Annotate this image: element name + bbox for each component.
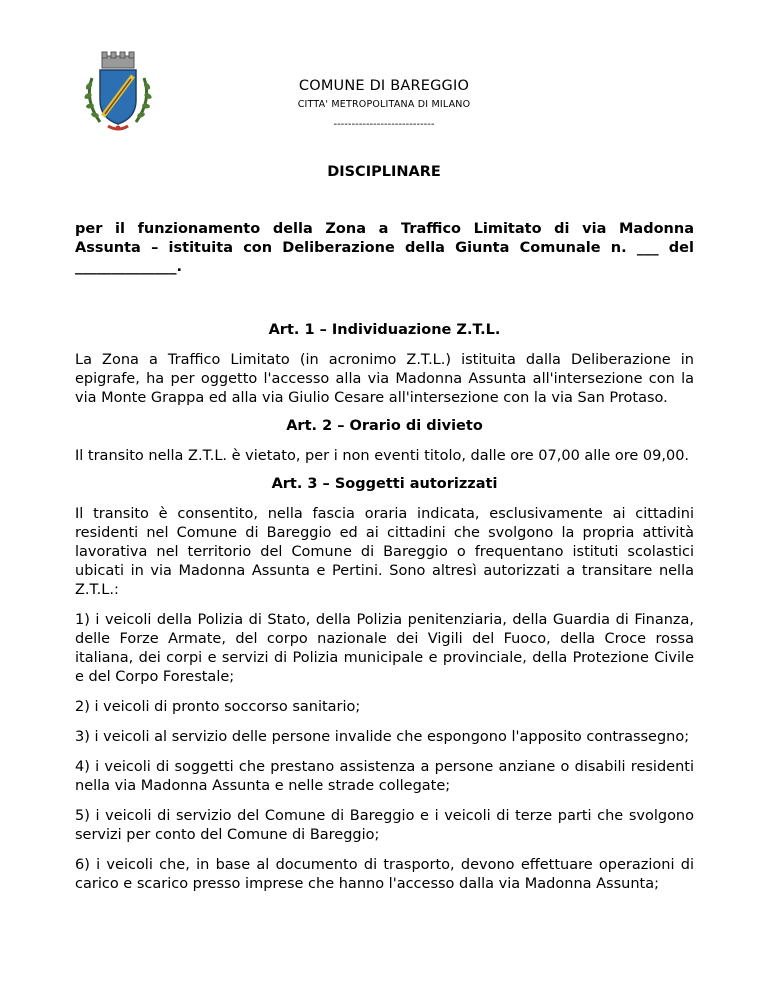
article-title: Art. 2 – Orario di divieto: [286, 418, 483, 434]
document-title-line: ______________.: [75, 259, 183, 275]
article-paragraph: Il transito nella Z.T.L. è vietato, per i non eventi titolo, dalle ore 07,00 alle ore 09,00.: [75, 448, 690, 464]
document-title-line: per il funzionamento della Zona a Traffico Limitato di via Madonna: [75, 221, 694, 237]
article-paragraph: Il transito è consentito, nella fascia oraria indicata, esclusivamente ai cittadini residenti nel Comune di Bareggio ed ai cittadini che svolgono la propria attività lavorativa nel territorio del Comune di Bareggio o frequentano istituti scolastici ubicati in via Madonna Assunta e Pertini. Sono altresì autorizzati a transitare nella Z.T.L.:: [75, 506, 694, 598]
list-item: 4) i veicoli di soggetti che prestano assistenza a persone anziane o disabili residenti nella via Madonna Assunta e nelle strade collegate;: [75, 759, 694, 794]
municipality-name: COMUNE DI BAREGGIO: [298, 78, 470, 94]
article-paragraph: La Zona a Traffico Limitato (in acronimo Z.T.L.) istituita dalla Deliberazione in epigrafe, ha per oggetto l'accesso alla via Madonna Assunta all'intersezione con la via Monte Grappa ed alla via Giulio Cesare all'intersezione con la via San Protaso.: [75, 352, 694, 406]
document-title-line: Assunta – istituita con Deliberazione della Giunta Comunale n. ___ del: [75, 240, 694, 256]
separator-line: ----------------------------: [333, 119, 435, 130]
list-item: 3) i veicoli al servizio delle persone invalide che espongono l'apposito contrassegno;: [75, 729, 690, 745]
document-heading: DISCIPLINARE: [327, 164, 441, 180]
document-body: [75, 220, 694, 894]
list-item: 6) i veicoli che, in base al documento di trasporto, devono effettuare operazioni di carico e scarico presso imprese che hanno l'accesso dalla via Madonna Assunta;: [75, 857, 694, 892]
list-item: 5) i veicoli di servizio del Comune di Bareggio e i veicoli di terze parti che svolgono servizi per conto del Comune di Bareggio;: [75, 808, 694, 843]
article-title: Art. 1 – Individuazione Z.T.L.: [268, 322, 501, 338]
article-title: Art. 3 – Soggetti autorizzati: [271, 476, 498, 492]
list-item: 1) i veicoli della Polizia di Stato, della Polizia penitenziaria, della Guardia di Finanza, delle Forze Armate, del corpo nazionale dei Vigili del Fuoco, della Croce rossa italiana, dei corpi e servizi di Polizia municipale e provinciale, della Protezione Civile e del Corpo Forestale;: [75, 612, 694, 685]
list-item: 2) i veicoli di pronto soccorso sanitario;: [75, 699, 361, 715]
metropolitan-city: CITTA' METROPOLITANA DI MILANO: [297, 99, 471, 110]
